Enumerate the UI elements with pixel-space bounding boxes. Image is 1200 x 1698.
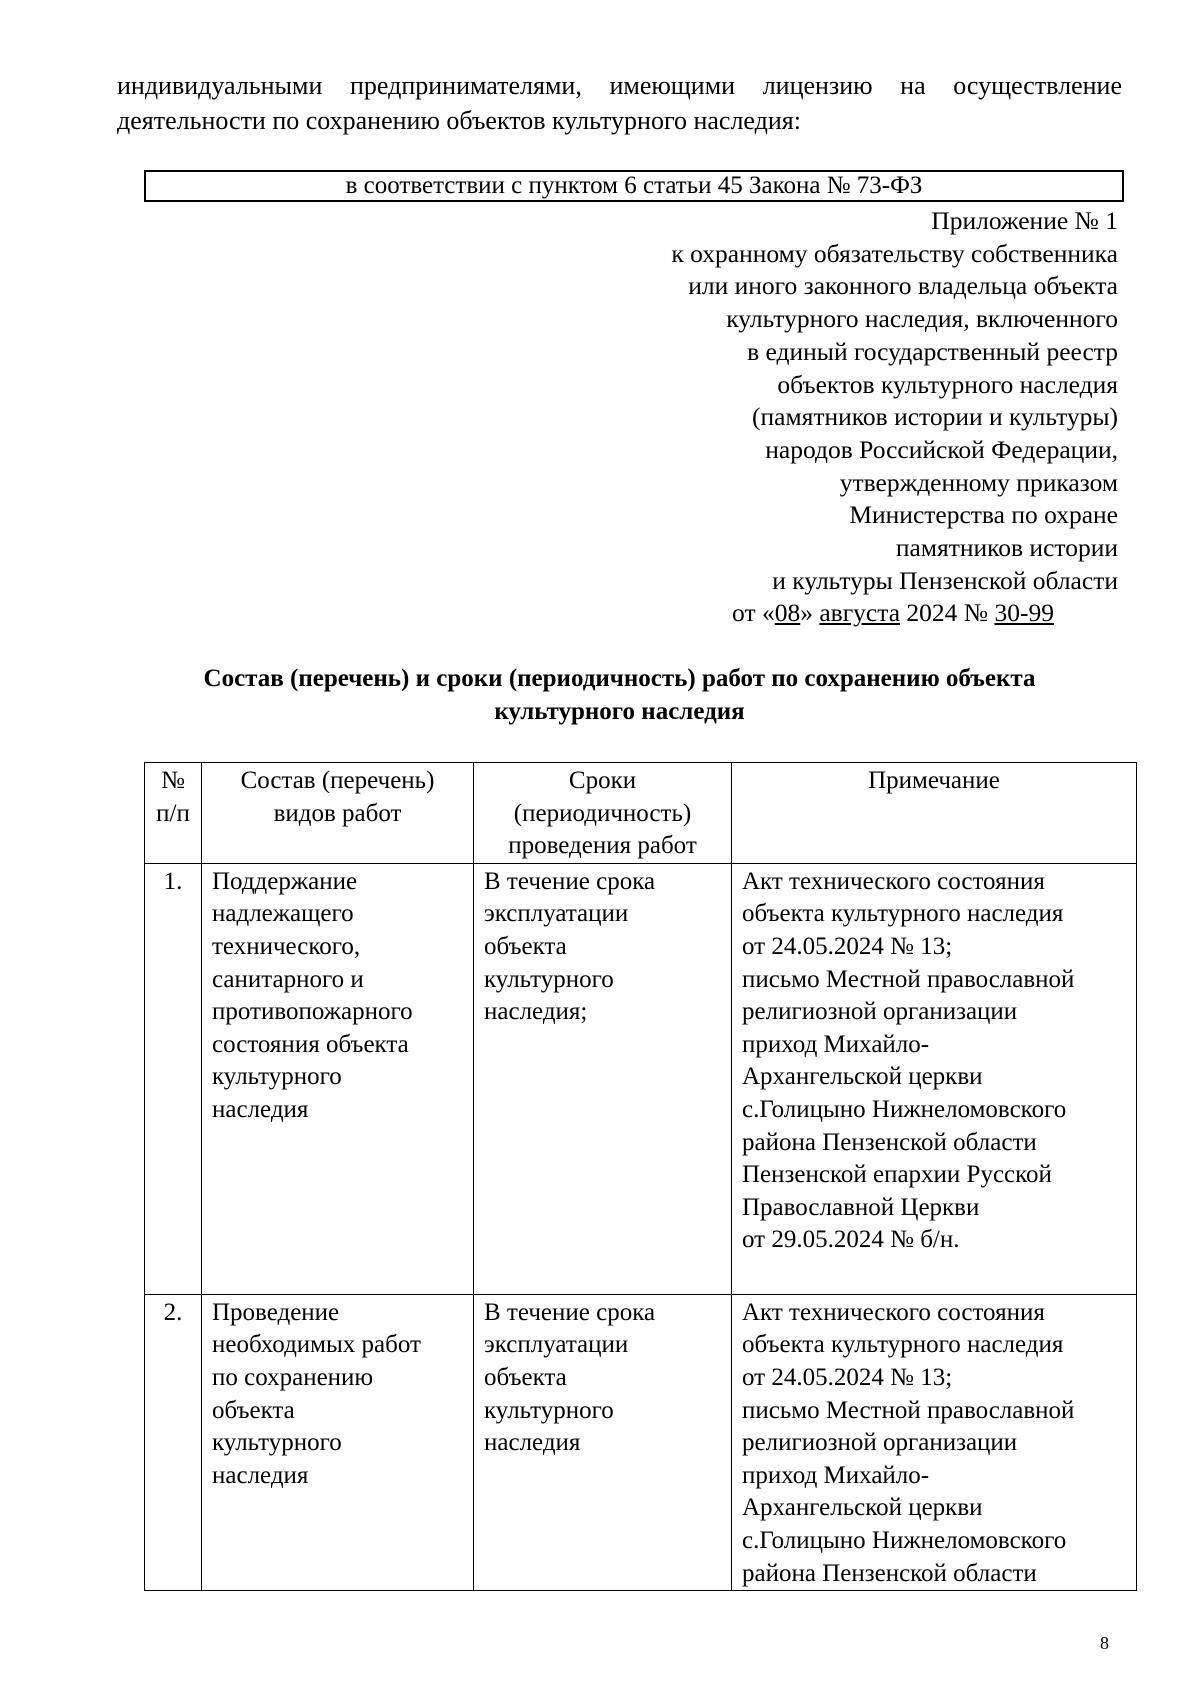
- appendix-line: Приложение № 1: [931, 206, 1118, 235]
- appendix-header: [560, 205, 1118, 630]
- header-text: №: [161, 767, 185, 794]
- cell-text: противопожарного: [212, 998, 413, 1026]
- appendix-line: утвержденному приказом: [839, 467, 1118, 497]
- appendix-line: объектов культурного наследия: [777, 369, 1118, 399]
- cell-text: по сохранению: [212, 1363, 374, 1391]
- row-number: 1.: [145, 863, 202, 1294]
- row-number: 2.: [145, 1294, 202, 1590]
- appendix-line: памятников истории: [895, 533, 1118, 563]
- appendix-line: или иного законного владельца объекта: [688, 271, 1118, 301]
- section-title-line-2: культурного наследия: [494, 698, 745, 725]
- cell-text: объекта культурного наследия: [742, 900, 1064, 928]
- cell-text: Архангельской церкви: [742, 1494, 983, 1522]
- appendix-line: Министерства по охране: [849, 500, 1118, 530]
- cell-text: культурного: [484, 1396, 614, 1424]
- cell-text: наследия: [212, 1095, 309, 1123]
- page-number: 8: [1100, 1633, 1109, 1653]
- cell-text: района Пензенской области: [742, 1128, 1037, 1156]
- note-cell: [732, 1294, 1137, 1590]
- cell-text: приход Михайло-: [742, 1030, 930, 1058]
- table-row: [145, 1294, 1137, 1590]
- cell-text: объекта культурного наследия: [742, 1331, 1064, 1359]
- cell-text: наследия;: [484, 998, 588, 1026]
- header-text: п/п: [156, 799, 190, 827]
- intro-line-1: индивидуальными предпринимателями, имеющими лицензию на осуществление: [117, 71, 1122, 100]
- header-cell-number: [145, 763, 202, 864]
- date-prefix: от «: [732, 598, 775, 628]
- note-cell: [732, 863, 1137, 1294]
- terms-cell: [474, 1294, 732, 1590]
- cell-text: Поддержание: [212, 867, 358, 895]
- cell-text: письмо Местной православной: [742, 1396, 1075, 1424]
- cell-text: Пензенской епархии Русской: [742, 1161, 1052, 1189]
- cell-text: надлежащего: [212, 900, 354, 928]
- table-header-row: [145, 763, 1137, 864]
- header-text: Сроки: [568, 767, 637, 794]
- appendix-line: народов Российской Федерации,: [765, 434, 1118, 464]
- cell-text: необходимых работ: [212, 1331, 421, 1359]
- intro-paragraph: [117, 68, 1122, 138]
- cell-text: от 29.05.2024 № б/н.: [742, 1226, 960, 1254]
- table-row: [145, 863, 1137, 1294]
- appendix-line: в единый государственный реестр: [747, 336, 1118, 366]
- cell-text: от 24.05.2024 № 13;: [742, 932, 953, 960]
- cell-text: приход Михайло-: [742, 1461, 930, 1489]
- cell-text: с.Голицыно Нижнеломовского: [742, 1526, 1067, 1554]
- cell-text: В течение срока: [484, 1298, 656, 1326]
- header-text: Примечание: [868, 767, 1000, 794]
- date-month: августа: [819, 598, 901, 628]
- works-cell: [202, 863, 474, 1294]
- cell-text: Архангельской церкви: [742, 1063, 983, 1091]
- cell-text: от 24.05.2024 № 13;: [742, 1363, 953, 1391]
- cell-text: Православной Церкви: [742, 1193, 980, 1221]
- header-cell-terms: [474, 763, 732, 864]
- header-text: Состав (перечень): [240, 767, 435, 794]
- cell-text: наследия: [212, 1461, 309, 1489]
- cell-text: религиозной организации: [742, 1429, 1018, 1457]
- works-cell: [202, 1294, 474, 1590]
- works-table: [144, 762, 1137, 1591]
- section-title: [117, 662, 1122, 728]
- cell-text: религиозной организации: [742, 998, 1018, 1026]
- cell-text: санитарного и: [212, 965, 364, 993]
- cell-text: технического,: [212, 932, 361, 960]
- cell-text: культурного: [212, 1063, 342, 1091]
- appendix-line: (памятников истории и культуры): [752, 402, 1118, 432]
- cell-text: с.Голицыно Нижнеломовского: [742, 1095, 1067, 1123]
- header-text: проведения работ: [508, 832, 697, 860]
- header-cell-note: [732, 763, 1137, 864]
- date-year: 2024 №: [900, 598, 995, 628]
- cell-text: культурного: [484, 965, 614, 993]
- cell-text: наследия: [484, 1429, 581, 1457]
- header-cell-works: [202, 763, 474, 864]
- cell-text: культурного: [212, 1429, 342, 1457]
- cell-text: объекта: [484, 1363, 567, 1391]
- appendix-line: к охранному обязательству собственника: [671, 238, 1118, 268]
- header-text: видов работ: [273, 799, 402, 827]
- cell-text: В течение срока: [484, 867, 656, 895]
- date-mid: »: [800, 598, 820, 628]
- cell-text: Акт технического состояния: [742, 867, 1045, 895]
- cell-text: эксплуатации: [484, 900, 629, 928]
- cell-text: Проведение: [212, 1298, 340, 1326]
- cell-text: объекта: [212, 1396, 295, 1424]
- cell-text: эксплуатации: [484, 1331, 629, 1359]
- intro-line-2: деятельности по сохранению объектов культурного наследия:: [117, 106, 801, 135]
- cell-text: Акт технического состояния: [742, 1298, 1045, 1326]
- order-date-line: [560, 597, 1118, 630]
- section-title-line-1: Состав (перечень) и сроки (периодичность) работ по сохранению объекта: [203, 665, 1036, 692]
- law-reference-box: в соответствии с пунктом 6 статьи 45 Закона № 73-ФЗ: [144, 170, 1124, 202]
- cell-text: объекта: [484, 932, 567, 960]
- order-number: 30-99: [994, 598, 1054, 628]
- cell-text: района Пензенской области: [742, 1559, 1037, 1587]
- appendix-line: и культуры Пензенской области: [772, 565, 1118, 595]
- appendix-line: культурного наследия, включенного: [726, 304, 1118, 334]
- terms-cell: [474, 863, 732, 1294]
- header-text: (периодичность): [513, 799, 692, 827]
- cell-text: письмо Местной православной: [742, 965, 1075, 993]
- cell-text: состояния объекта: [212, 1030, 409, 1058]
- date-day: 08: [774, 598, 801, 628]
